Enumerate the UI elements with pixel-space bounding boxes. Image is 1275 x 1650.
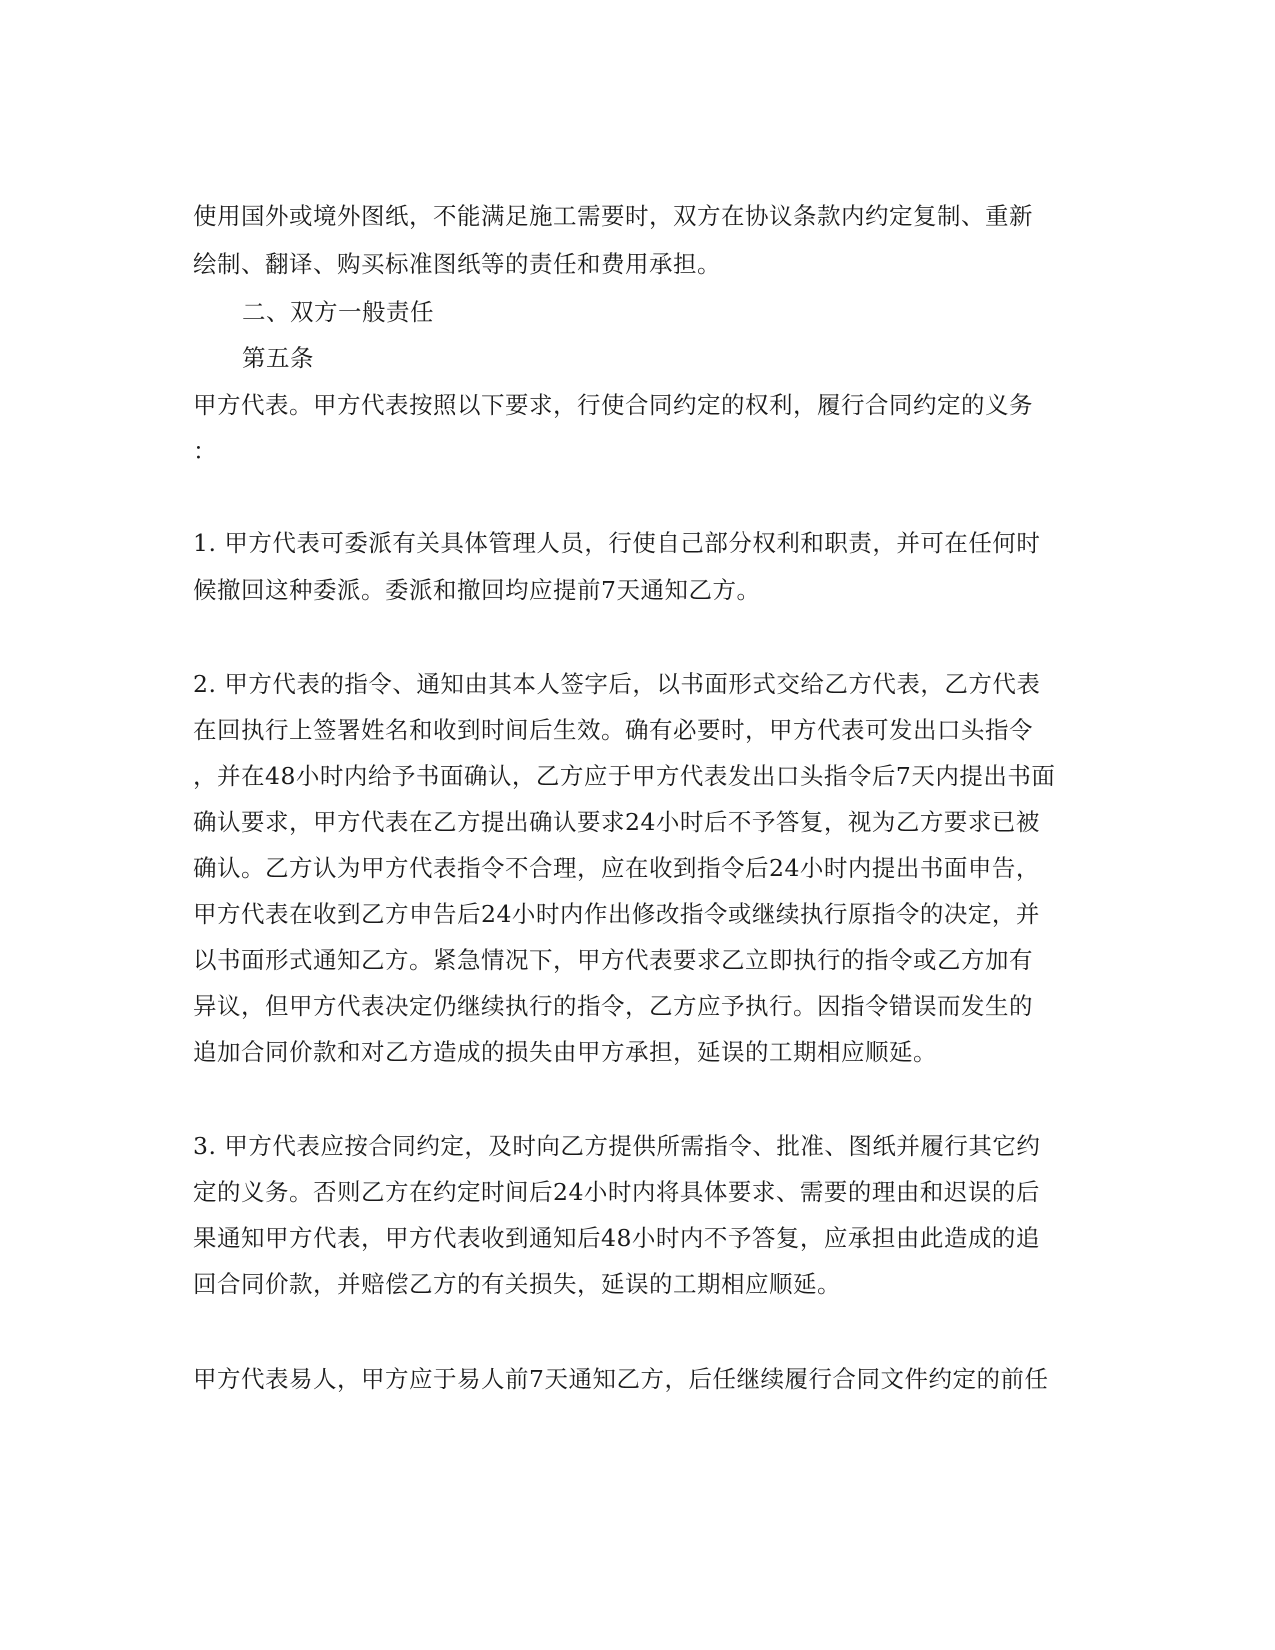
paragraph-line: 使用国外或境外图纸，不能满足施工需要时，双方在协议条款内约定复制、重新: [193, 202, 1033, 230]
paragraph-line: 甲方代表。甲方代表按照以下要求，行使合同约定的权利，履行合同约定的义务: [193, 391, 1033, 419]
list-item-1-line: 1. 甲方代表可委派有关具体管理人员，行使自己部分权利和职责，并可在任何时: [193, 529, 1041, 557]
list-item-2-line: 确认要求，甲方代表在乙方提出确认要求24小时后不予答复，视为乙方要求已被: [193, 808, 1040, 836]
paragraph-line: 甲方代表易人，甲方应于易人前7天通知乙方，后任继续履行合同文件约定的前任: [193, 1365, 1049, 1393]
list-item-3-line: 3. 甲方代表应按合同约定，及时向乙方提供所需指令、批准、图纸并履行其它约: [193, 1132, 1041, 1160]
list-item-3-line: 定的义务。否则乙方在约定时间后24小时内将具体要求、需要的理由和迟误的后: [193, 1178, 1040, 1206]
list-item-3-line: 果通知甲方代表，甲方代表收到通知后48小时内不予答复，应承担由此造成的追: [193, 1224, 1040, 1252]
list-item-1-line: 候撤回这种委派。委派和撤回均应提前7天通知乙方。: [193, 576, 761, 604]
list-item-2-line: 在回执行上签署姓名和收到时间后生效。确有必要时，甲方代表可发出口头指令: [193, 716, 1033, 744]
list-item-2-line: 异议，但甲方代表决定仍继续执行的指令，乙方应予执行。因指令错误而发生的: [193, 992, 1033, 1020]
section-heading: 二、双方一般责任: [242, 298, 434, 326]
list-item-2-line: 追加合同价款和对乙方造成的损失由甲方承担，延误的工期相应顺延。: [193, 1038, 937, 1066]
list-item-2-line: 甲方代表在收到乙方申告后24小时内作出修改指令或继续执行原指令的决定，并: [193, 900, 1040, 928]
list-item-2-line: ，并在48小时内给予书面确认，乙方应于甲方代表发出口头指令后7天内提出书面: [193, 762, 1056, 790]
article-heading: 第五条: [242, 344, 314, 372]
list-item-2-line: 以书面形式通知乙方。紧急情况下，甲方代表要求乙立即执行的指令或乙方加有: [193, 946, 1033, 974]
list-item-2-line: 确认。乙方认为甲方代表指令不合理，应在收到指令后24小时内提出书面申告，: [193, 854, 1040, 882]
list-item-3-line: 回合同价款，并赔偿乙方的有关损失，延误的工期相应顺延。: [193, 1270, 841, 1298]
paragraph-line: 绘制、翻译、购买标准图纸等的责任和费用承担。: [193, 250, 721, 278]
list-item-2-line: 2. 甲方代表的指令、通知由其本人签字后，以书面形式交给乙方代表，乙方代表: [193, 670, 1041, 698]
paragraph-line: ：: [193, 437, 217, 465]
